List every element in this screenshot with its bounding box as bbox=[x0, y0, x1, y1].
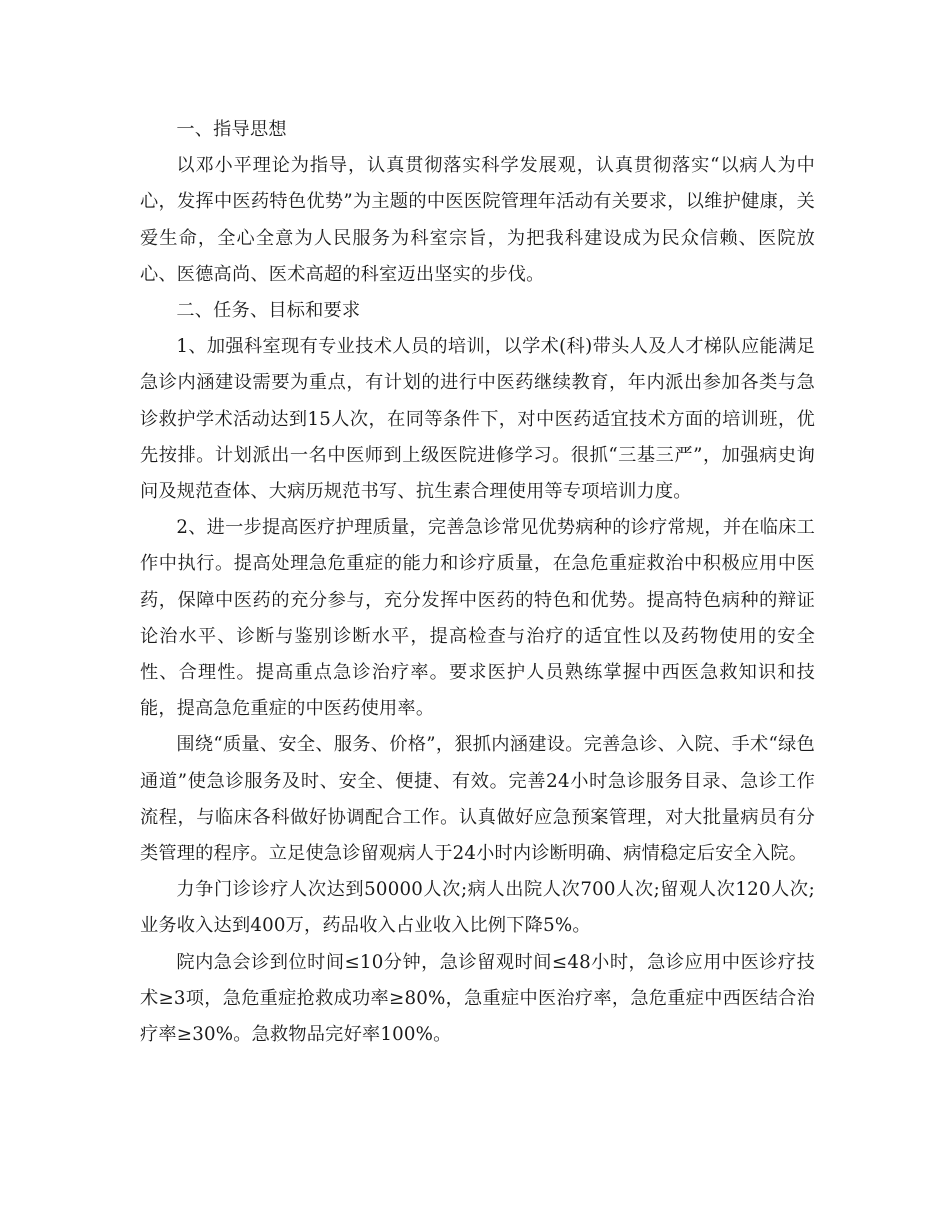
paragraph-care-quality: 2、进一步提高医疗护理质量，完善急诊常见优势病种的诊疗常规，并在临床工作中执行。提高处理急危重症的能力和诊疗质量，在急危重症救治中积极应用中医药，保障中医药的充分参与，充分发挥中医药的特色和优势。提高特色病种的辩证论治水平、诊断与鉴别诊断水平，提高检查与治疗的适宜性以及药物使用的安全性、合理性。提高重点急诊治疗率。要求医护人员熟练掌握中西医急救知识和技能，提高急危重症的中医药使用率。 bbox=[140, 517, 815, 720]
paragraph-volume-targets: 力争门诊诊疗人次达到50000人次;病人出院人次700人次;留观人次120人次;业务收入达到400万，药品收入占业收入比例下降5%。 bbox=[140, 879, 815, 937]
paragraph-staff-training: 1、加强科室现有专业技术人员的培训，以学术(科)带头人及人才梯队应能满足急诊内涵建设需要为重点，有计划的进行中医药继续教育，年内派出参加各类与急诊救护学术活动达到15人次，在同等条件下，对中医药适宜技术方面的培训班，优先按排。计划派出一名中医师到上级医院进修学习。很抓“三基三严”，加强病史询问及规范查体、大病历规范书写、抗生素合理使用等专项培训力度。 bbox=[140, 336, 815, 503]
paragraph-quality-indicators: 院内急会诊到位时间≤10分钟，急诊留观时间≤48小时，急诊应用中医诊疗技术≥3项，急危重症抢救成功率≥80%，急重症中医治疗率，急危重症中西医结合治疗率≥30%。急救物品完好率100%。 bbox=[140, 951, 815, 1046]
section-heading-tasks-goals: 二、任务、目标和要求 bbox=[176, 300, 361, 322]
section-heading-guiding-ideology: 一、指导思想 bbox=[176, 119, 287, 140]
paragraph-guiding-ideology: 以邓小平理论为指导，认真贯彻落实科学发展观，认真贯彻落实“以病人为中心，发挥中医药特色优势”为主题的中医医院管理年活动有关要求，以维护健康，关爱生命，全心全意为人民服务为科室宗旨，为把我科建设成为民众信赖、医院放心、医德高尚、医术高超的科室迈出坚实的步伐。 bbox=[140, 155, 815, 285]
paragraph-connotation-building: 围绕“质量、安全、服务、价格”，狠抓内涵建设。完善急诊、入院、手术“绿色通道”使急诊服务及时、安全、便捷、有效。完善24小时急诊服务目录、急诊工作流程，与临床各科做好协调配合工作。认真做好应急预案管理，对大批量病员有分类管理的程序。立足使急诊留观病人于24小时内诊断明确、病情稳定后安全入院。 bbox=[140, 734, 815, 865]
document-body bbox=[140, 112, 815, 1053]
